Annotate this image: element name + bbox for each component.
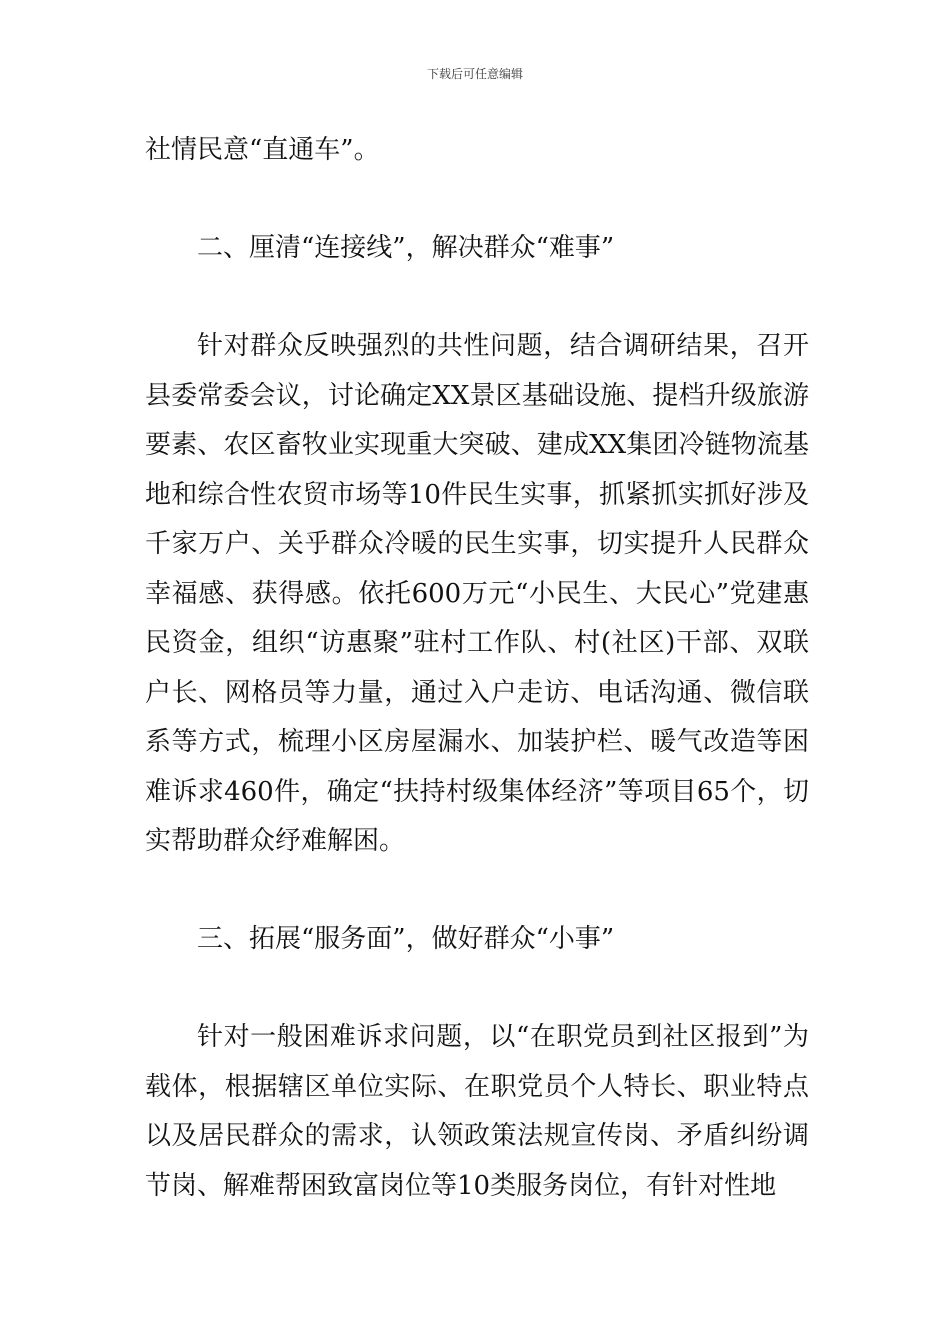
section-heading-2: 二、厘清“连接线”，解决群众“难事” (197, 232, 615, 263)
paragraph-section-3: 针对一般困难诉求问题，以“在职党员到社区报到”为载体，根据辖区单位实际、在职党员个人特长、职业特点以及居民群众的需求，认领政策法规宣传岗、矛盾纠纷调节岗、解难帮困致富岗位等10类服务岗位，有针对性地 (145, 1022, 809, 1201)
section-heading-3: 三、拓展“服务面”，做好群众“小事” (197, 923, 615, 954)
document-body (145, 126, 809, 1211)
page-header: 下载后可任意编辑 (426, 67, 523, 81)
spacer (145, 176, 809, 224)
spacer (145, 273, 809, 322)
paragraph-continuation: 社情民意“直通车”。 (145, 135, 380, 165)
paragraph-section-2: 针对群众反映强烈的共性问题，结合调研结果，召开县委常委会议，讨论确定XX景区基础设施、提档升级旅游要素、农区畜牧业实现重大突破、建成XX集团冷链物流基地和综合性农贸市场等10件民生实事，抓紧抓实抓好涉及千家万户、关乎群众冷暖的民生实事，切实提升人民群众幸福感、获得感。依托600万元“小民生、大民心”党建惠民资金，组织“访惠聚”驻村工作队、村(社区)干部、双联户长、网格员等力量，通过入户走访、电话沟通、微信联系等方式，梳理小区房屋漏水、加装护栏、暖气改造等困难诉求460件，确定“扶持村级集体经济”等项目65个，切实帮助群众纾难解困。 (145, 331, 809, 856)
spacer (145, 867, 809, 915)
spacer (145, 964, 809, 1013)
